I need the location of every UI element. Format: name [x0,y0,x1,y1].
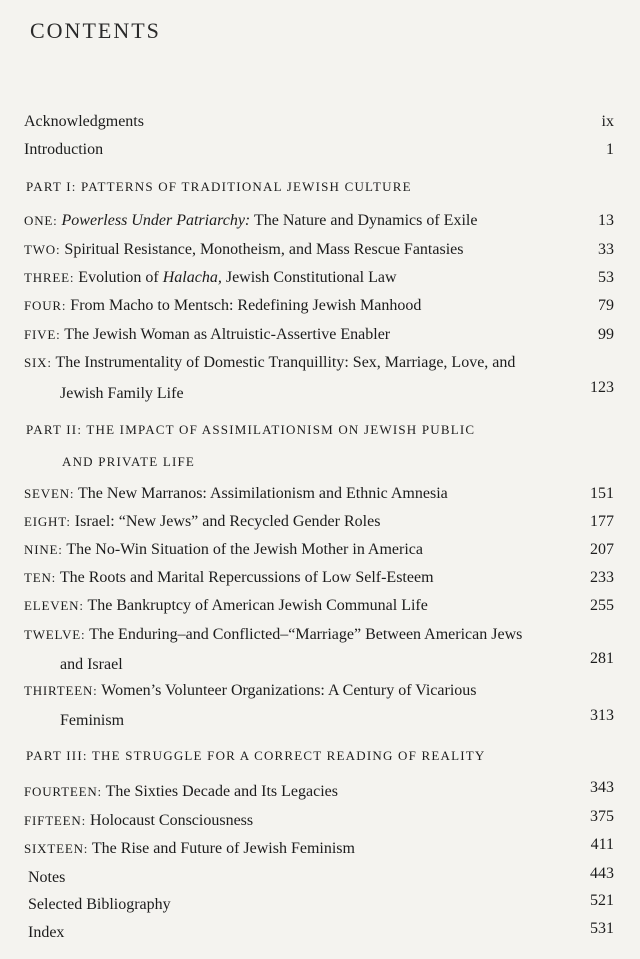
toc-entry[interactable] [24,567,614,589]
toc-entry[interactable] [24,324,614,346]
entry-title: Holocaust Consciousness [90,812,254,829]
entry-title: The Nature and Dynamics of Exile [253,212,478,229]
chapter-number: TWO: [24,242,61,257]
page-number: 151 [590,485,614,502]
chapter-number: FOUR: [24,298,67,313]
part-heading: PART I: PATTERNS OF TRADITIONAL JEWISH CULTURE [26,179,412,194]
toc-entry-continued[interactable] [24,707,614,732]
entry-title: The Sixties Decade and Its Legacies [105,783,338,800]
chapter-number: ELEVEN: [24,598,84,613]
entry-title: The Instrumentality of Domestic Tranquillity: Sex, Marriage, Love, and [55,354,516,371]
page-number: 255 [590,597,614,614]
entry-title: The New Marranos: Assimilationism and Ethnic Amnesia [78,485,448,502]
chapter-number: SIXTEEN: [24,841,89,856]
toc-entry[interactable] [24,781,614,803]
entry-title-pre: Evolution of [78,269,159,286]
toc-entry[interactable] [24,624,614,646]
entry-title: From Macho to Mentsch: Redefining Jewish Manhood [70,297,422,314]
toc-entry-continued[interactable] [24,650,614,676]
entry-title: The Jewish Woman as Altruistic-Assertive Enabler [64,326,391,343]
entry-title: Jewish Constitutional Law [225,269,397,286]
page-number: 443 [590,865,614,882]
part-heading: PART III: THE STRUGGLE FOR A CORRECT READING OF REALITY [26,748,486,763]
page-number: 343 [590,779,614,796]
page-number: 123 [590,379,614,396]
entry-title: Spiritual Resistance, Monotheism, and Mass Rescue Fantasies [64,241,464,258]
chapter-number: FIVE: [24,327,61,342]
toc-entry[interactable] [24,539,614,561]
page-number: 375 [590,808,614,825]
entry-title: The No-Win Situation of the Jewish Mother in America [66,541,424,558]
chapter-number: FOURTEEN: [24,784,102,799]
page-number: 13 [598,212,614,229]
entry-title: The Enduring–and Conflicted–“Marriage” Between American Jews [89,626,523,643]
toc-entry[interactable] [24,922,614,944]
chapter-number: THIRTEEN: [24,683,98,698]
entry-title: Introduction [24,141,104,158]
chapter-number: THREE: [24,270,75,285]
page-number: 207 [590,541,614,558]
toc-entry[interactable] [24,838,614,860]
entry-title: The Bankruptcy of American Jewish Communal Life [87,597,428,614]
toc-entry[interactable] [24,139,614,161]
chapter-number: TWELVE: [24,627,86,642]
toc-entry-continued[interactable] [24,379,614,405]
entry-title-line2: Feminism [60,712,125,729]
chapter-number: SEVEN: [24,486,75,501]
toc-entry[interactable] [24,867,614,889]
toc-entry[interactable] [24,210,614,232]
entry-title-line2: Jewish Family Life [60,385,184,402]
toc-entry[interactable] [24,111,614,133]
entry-title: Women’s Volunteer Organizations: A Century of Vicarious [101,682,477,699]
entry-title: The Rise and Future of Jewish Feminism [91,840,355,857]
page-number: 313 [590,707,614,724]
page-number: 79 [598,297,614,314]
toc-entry[interactable] [24,810,614,832]
entry-title: Israel: “New Jews” and Recycled Gender Roles [74,513,381,530]
entry-title: Index [28,924,65,941]
part-heading-line2: AND PRIVATE LIFE [62,454,196,469]
chapter-number: TEN: [24,570,57,585]
entry-title-line2: and Israel [60,656,123,673]
chapter-number: FIFTEEN: [24,813,87,828]
entry-title-italic: Halacha, [162,269,222,286]
page-number: 177 [590,513,614,530]
chapter-number: EIGHT: [24,514,71,529]
toc-entry[interactable] [24,239,614,261]
entry-title: Notes [28,869,66,886]
entry-title: Selected Bibliography [28,896,171,913]
page-title: CONTENTS [30,18,161,43]
page-number: 281 [590,650,614,667]
page-number: 521 [590,892,614,909]
entry-title-italic: Powerless Under Patriarchy: [61,212,251,229]
toc-entry[interactable] [24,894,614,916]
toc-entry[interactable] [24,295,614,317]
chapter-number: ONE: [24,213,58,228]
toc-entry[interactable] [24,680,614,702]
toc-entry[interactable] [24,511,614,533]
page-number: 233 [590,569,614,586]
page-number: 411 [590,836,614,853]
entry-title: Acknowledgments [24,113,144,130]
part-heading: PART II: THE IMPACT OF ASSIMILATIONISM ON JEWISH PUBLIC [26,422,476,437]
chapter-number: SIX: [24,355,52,370]
page-number: 1 [606,141,614,158]
toc-entry[interactable] [24,483,614,505]
page-number: 33 [598,241,614,258]
chapter-number: NINE: [24,542,63,557]
toc-entry[interactable] [24,267,614,289]
entry-title: The Roots and Marital Repercussions of Low Self-Esteem [59,569,434,586]
toc-entry[interactable] [24,595,614,617]
page-number: ix [601,113,614,130]
toc-entry[interactable] [24,352,614,374]
page-number: 531 [590,920,614,937]
page-number: 53 [598,269,614,286]
page-number: 99 [598,326,614,343]
